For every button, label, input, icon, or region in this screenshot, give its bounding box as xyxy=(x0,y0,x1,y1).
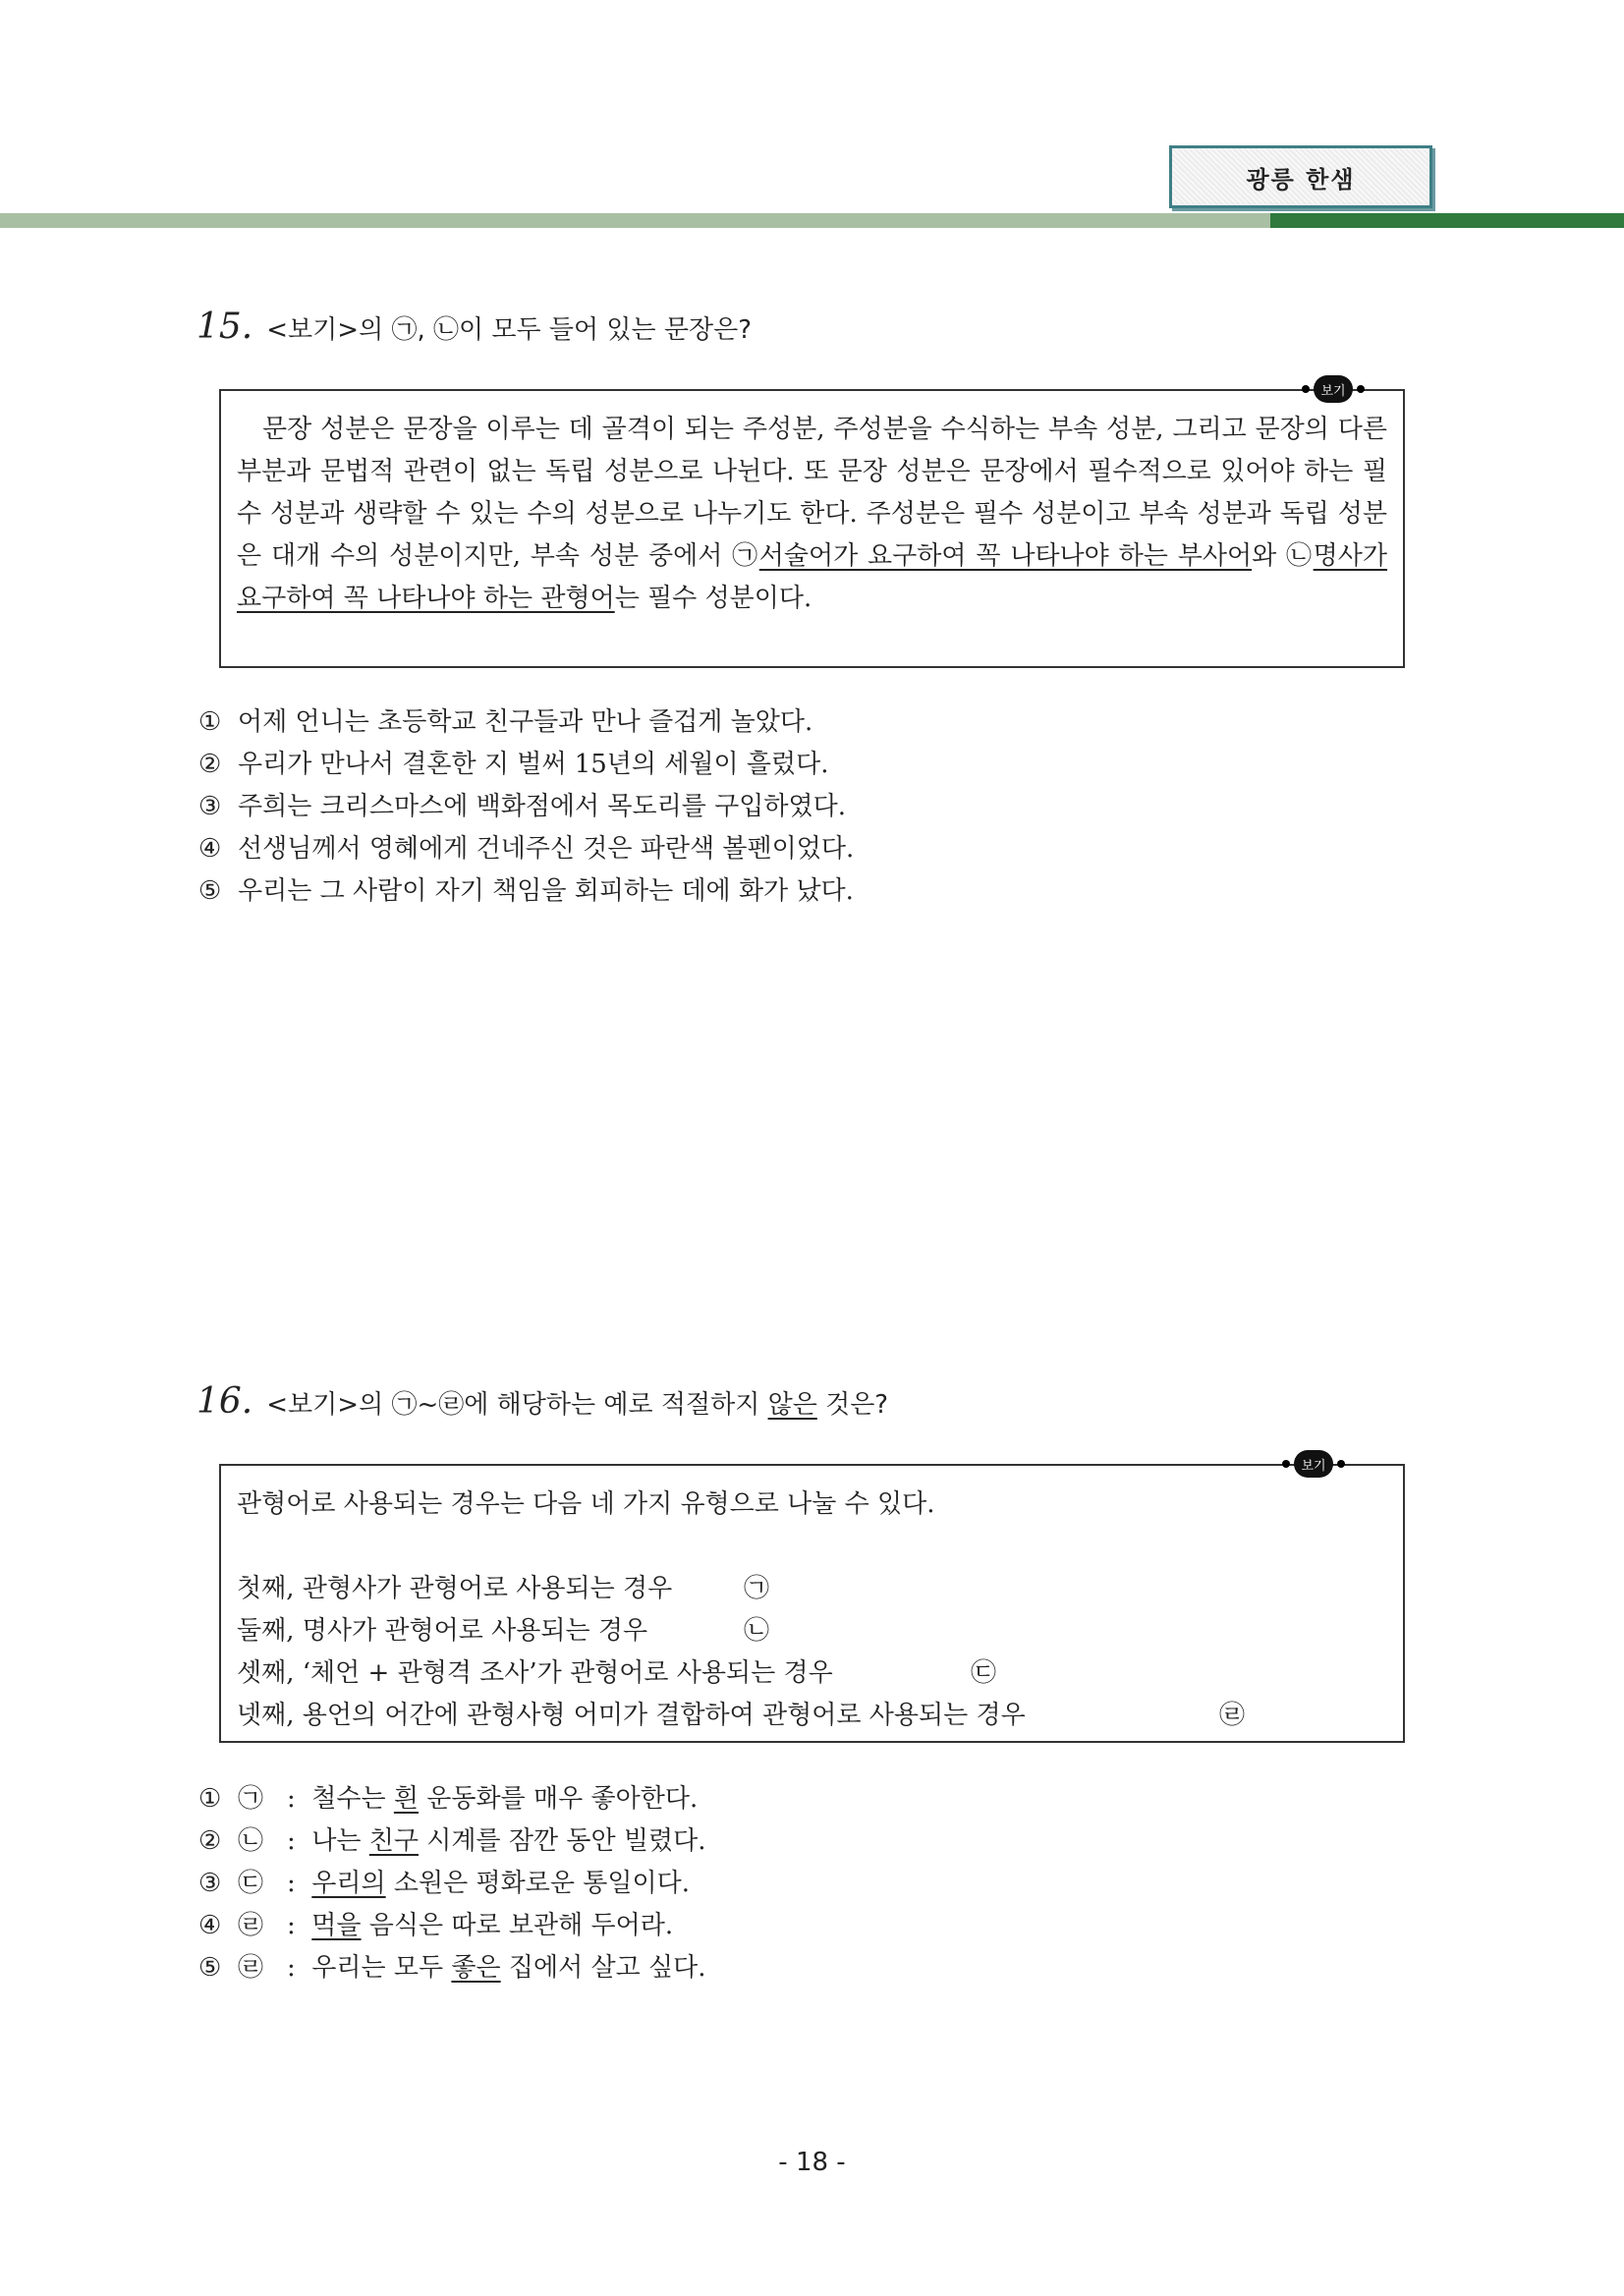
case-mark: ㉠ xyxy=(744,1574,770,1603)
case-line xyxy=(237,1652,1387,1695)
choice-label: ③ xyxy=(198,1869,222,1898)
blank-line xyxy=(237,1526,1387,1568)
question-text: <보기>의 ㉠, ㉡이 모두 들어 있는 문장은? xyxy=(266,315,752,345)
marker-nieun: ㉡ xyxy=(1286,541,1314,571)
choice-text: 어제 언니는 초등학교 친구들과 만나 즐겁게 놀았다. xyxy=(238,707,813,737)
case-line xyxy=(237,1568,1387,1610)
choice-symbol: ㉠ xyxy=(238,1784,264,1814)
choice-label: ⑤ xyxy=(198,1953,222,1983)
choice-label: ② xyxy=(198,750,222,779)
choice-text: 음식은 따로 보관해 두어라. xyxy=(361,1911,674,1940)
choice-underlined: 우리의 xyxy=(311,1869,386,1898)
tag-dot-right xyxy=(1337,1460,1345,1468)
choice-text: : xyxy=(287,1911,312,1940)
choice-item[interactable] xyxy=(198,1778,706,1820)
choice-underlined: 친구 xyxy=(368,1826,420,1856)
choice-label: ⑤ xyxy=(198,876,222,906)
case-mark: ㉢ xyxy=(971,1658,997,1688)
choice-symbol: ㉡ xyxy=(238,1826,264,1856)
question-15-title xyxy=(196,307,752,347)
choice-text: : 나는 xyxy=(287,1826,369,1856)
passage-text: 와 xyxy=(1252,541,1287,571)
choices-15 xyxy=(198,701,854,913)
page-number: - 18 - xyxy=(778,2148,846,2177)
choice-label: ① xyxy=(198,1784,222,1814)
choice-label: ② xyxy=(198,1826,222,1856)
choice-text: 선생님께서 영혜에게 건네주신 것은 파란색 볼펜이었다. xyxy=(238,834,855,864)
case-line xyxy=(237,1610,1387,1652)
question-number: 15. xyxy=(196,307,253,347)
choice-label: ① xyxy=(198,707,222,737)
choice-text: 우리는 그 사람이 자기 책임을 회피하는 데에 화가 났다. xyxy=(238,876,854,906)
tag-dot-left xyxy=(1302,385,1310,393)
choice-item[interactable] xyxy=(198,828,854,870)
bogi-label: 보기 xyxy=(1314,375,1353,403)
underlined-phrase-nieun: 명사가 요구하여 꼭 나타나야 하는 관형어 xyxy=(237,541,1387,613)
bogi-box-16 xyxy=(219,1458,1405,1743)
case-mark: ㉣ xyxy=(1219,1701,1246,1730)
choice-symbol: ㉣ xyxy=(238,1953,264,1983)
tag-dot-right xyxy=(1357,385,1365,393)
choice-text: 집에서 살고 싶다. xyxy=(500,1953,706,1983)
choice-item[interactable] xyxy=(198,744,854,786)
choice-text: : xyxy=(287,1869,312,1898)
choice-underlined: 먹을 xyxy=(311,1911,362,1940)
choice-item[interactable] xyxy=(198,786,854,828)
choice-label: ④ xyxy=(198,834,222,864)
header-badge: 광릉 한샘 xyxy=(1169,145,1432,208)
header-rule-dark xyxy=(1270,213,1624,228)
case-text: 셋째, ‘체언 + 관형격 조사’가 관형어로 사용되는 경우 xyxy=(237,1658,833,1688)
choice-text: : 우리는 모두 xyxy=(287,1953,452,1983)
marker-giyeok: ㉠ xyxy=(732,541,759,571)
bogi-tag xyxy=(1302,375,1365,403)
choice-item[interactable] xyxy=(198,1863,706,1905)
bogi-intro: 관형어로 사용되는 경우는 다음 네 가지 유형으로 나눌 수 있다. xyxy=(237,1489,935,1519)
case-text: 첫째, 관형사가 관형어로 사용되는 경우 xyxy=(237,1574,673,1603)
choice-text: 소원은 평화로운 통일이다. xyxy=(385,1869,690,1898)
choice-symbol: ㉢ xyxy=(238,1869,264,1898)
question-text: <보기>의 ㉠~㉣에 해당하는 예로 적절하지 xyxy=(266,1390,768,1420)
choice-symbol: ㉣ xyxy=(238,1911,264,1940)
choice-text: 시계를 잠깐 동안 빌렸다. xyxy=(419,1826,706,1856)
question-number: 16. xyxy=(196,1381,253,1422)
question-text: 것은? xyxy=(816,1390,889,1420)
question-16-title xyxy=(196,1381,888,1422)
bogi-passage xyxy=(237,409,1387,620)
choice-underlined: 흰 xyxy=(393,1784,420,1814)
choices-16 xyxy=(198,1778,706,1989)
choice-item[interactable] xyxy=(198,1947,706,1989)
underlined-phrase-giyeok: 서술어가 요구하여 꼭 나타나야 하는 부사어 xyxy=(758,541,1253,571)
choice-label: ④ xyxy=(198,1911,222,1940)
choice-underlined: 좋은 xyxy=(451,1953,501,1983)
case-text: 넷째, 용언의 어간에 관형사형 어미가 결합하여 관형어로 사용되는 경우 xyxy=(237,1701,1026,1730)
choice-label: ③ xyxy=(198,792,222,821)
passage-text: 문장 성분은 문장을 이루는 데 골격이 되는 주성분, 주성분을 수식하는 부속 성분, 그리고 문장의 다른 부분과 문법적 관련이 없는 독립 성분으로 나뉜다. 또 문장 성분은 문장에서 필수적으로 있어야 하는 필수 성분과 생략할 수 있는 수의 성분으로 나누기도 한다. 주성분은 필수 성분이고 부속 성분과 독립 성분은 대개 수의 성분이지만, 부속 성분 중에서 xyxy=(237,415,1387,571)
choice-item[interactable] xyxy=(198,1820,706,1863)
header-rule-light xyxy=(0,213,1270,228)
question-emphasis: 않은 xyxy=(767,1390,817,1420)
tag-dot-left xyxy=(1282,1460,1290,1468)
case-mark: ㉡ xyxy=(744,1616,770,1646)
choice-text: 우리가 만나서 결혼한 지 벌써 15년의 세월이 흘렀다. xyxy=(238,750,829,779)
choice-item[interactable] xyxy=(198,701,854,744)
choice-text: 운동화를 매우 좋아한다. xyxy=(419,1784,699,1814)
case-line xyxy=(237,1695,1387,1737)
choice-item[interactable] xyxy=(198,1905,706,1947)
passage-text: 는 필수 성분이다. xyxy=(614,584,812,613)
choice-text: : 철수는 xyxy=(287,1784,394,1814)
bogi-box-15 xyxy=(219,383,1405,668)
bogi-label: 보기 xyxy=(1294,1450,1333,1478)
case-text: 둘째, 명사가 관형어로 사용되는 경우 xyxy=(237,1616,648,1646)
choice-text: 주희는 크리스마스에 백화점에서 목도리를 구입하였다. xyxy=(238,792,846,821)
choice-item[interactable] xyxy=(198,870,854,913)
bogi-tag xyxy=(1282,1450,1345,1478)
